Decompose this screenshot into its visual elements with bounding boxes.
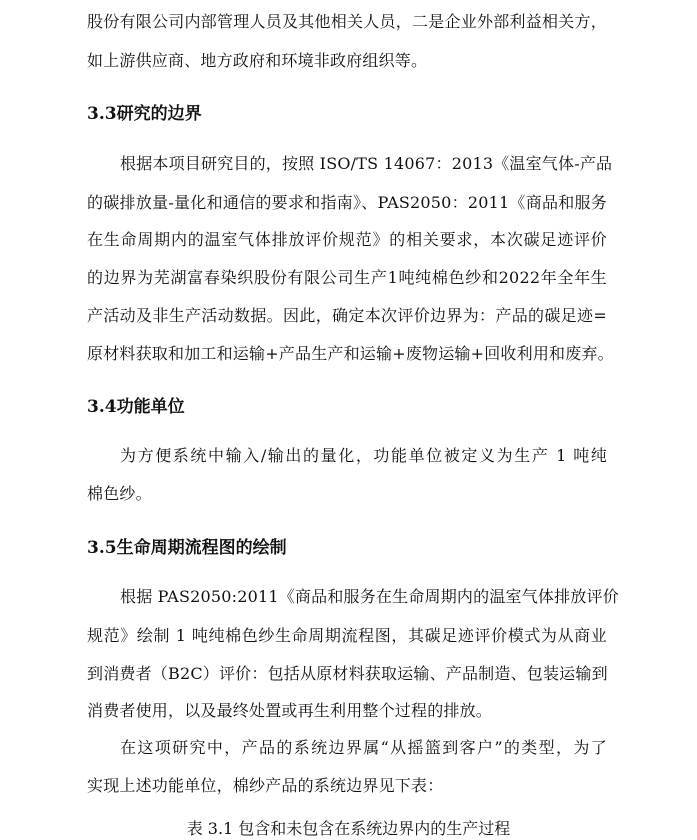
text-line: 规范》绘制 1 吨纯棉色纱生命周期流程图，其碳足迹评价模式为从商业 [87,626,607,645]
text-line: 的碳排放量-量化和通信的要求和指南》、PAS2050：2011《商品和服务 [87,193,607,212]
text-line: 如上游供应商、地方政府和环境非政府组织等。 [87,51,428,70]
text-line: 根据本项目研究目的，按照 ISO/TS 14067：2013《温室气体-产品 [120,154,613,173]
text-line: 消费者使用，以及最终处置或再生利用整个过程的排放。 [87,701,493,720]
text-line: 产活动及非生产活动数据。因此，确定本次评价边界为：产品的碳足迹= [87,306,607,325]
section-heading-3-4: 3.4功能单位 [87,397,185,417]
text-line: 为方便系统中输入/输出的量化，功能单位被定义为生产 1 吨纯 [120,446,607,465]
table-caption: 表 3.1 包含和未包含在系统边界内的生产过程 [186,819,511,838]
text-line: 实现上述功能单位，棉纱产品的系统边界见下表： [87,776,444,795]
text-line: 到消费者（B2C）评价：包括从原材料获取运输、产品制造、包装运输到 [87,664,608,683]
text-line: 在生命周期内的温室气体排放评价规范》的相关要求，本次碳足迹评价 [87,230,607,249]
text-line: 在这项研究中，产品的系统边界属“从摇篮到客户”的类型，为了 [120,738,607,757]
text-line: 棉色纱。 [87,484,152,503]
text-line: 股份有限公司内部管理人员及其他相关人员，二是企业外部利益相关方， [87,12,607,31]
section-heading-3-5: 3.5生命周期流程图的绘制 [87,538,287,558]
text-line: 原材料获取和加工和运输+产品生产和运输+废物运输+回收利用和废弃。 [87,344,614,363]
text-line: 根据 PAS2050:2011《商品和服务在生命周期内的温室气体排放评价 [120,587,619,606]
section-heading-3-3: 3.3研究的边界 [87,104,202,124]
text-line: 的边界为芜湖富春染织股份有限公司生产1吨纯棉色纱和2022年全年生 [87,268,607,287]
